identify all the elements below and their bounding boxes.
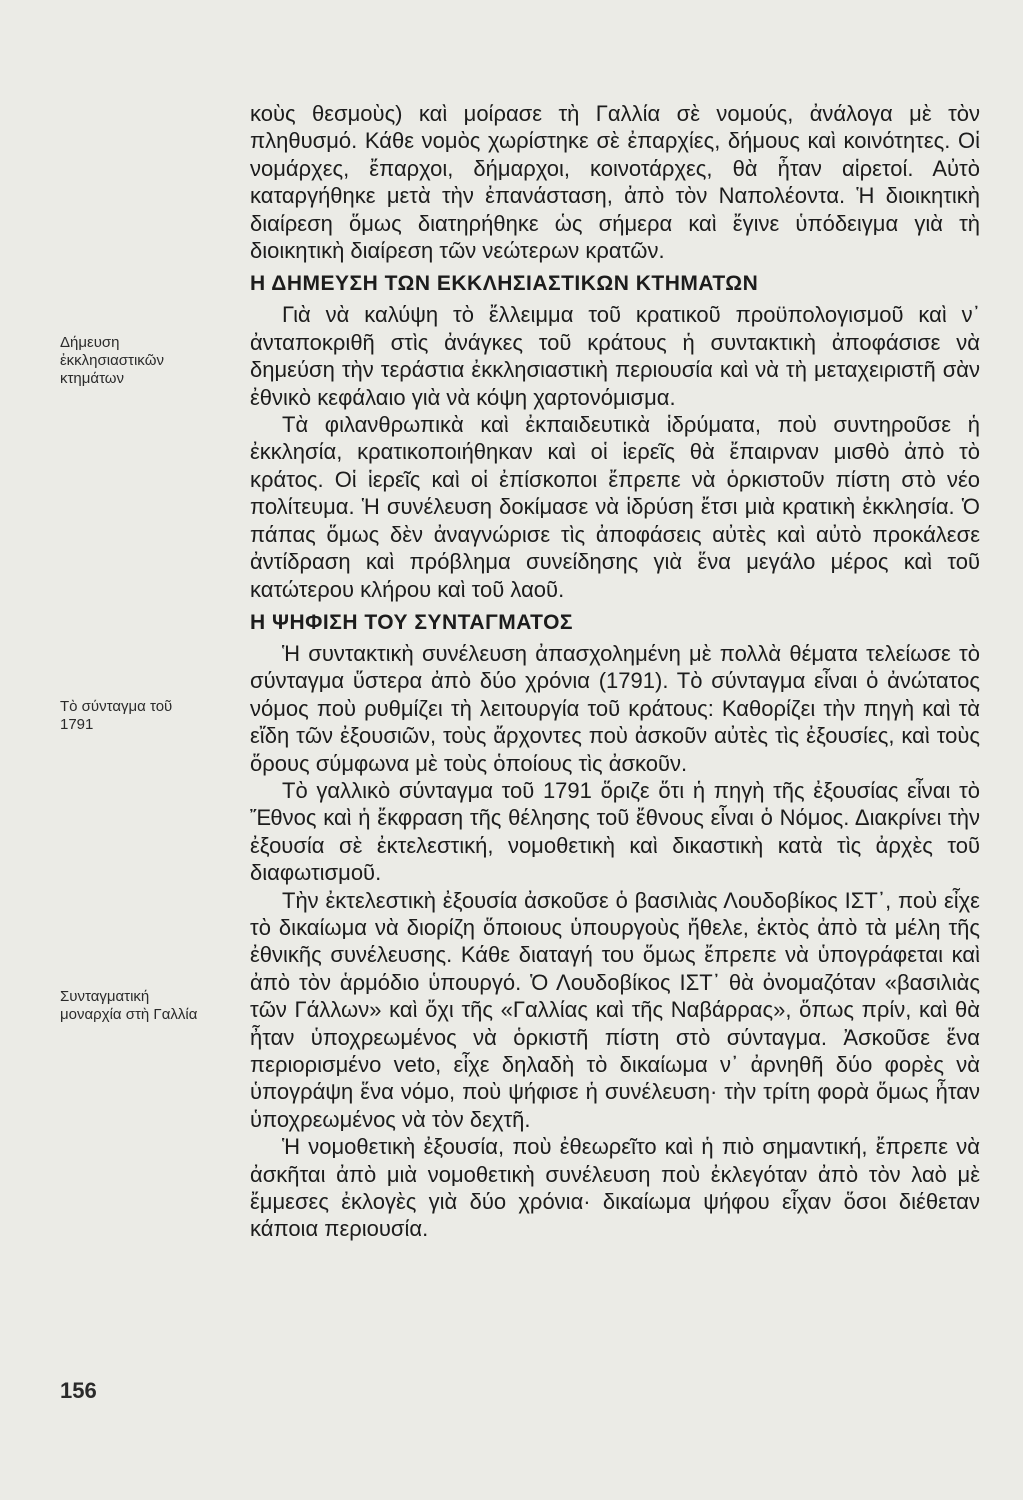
margin-note-line: Συνταγματική xyxy=(60,988,150,1005)
margin-note-line: 1791 xyxy=(60,716,94,733)
margin-note-constitution-1791 xyxy=(60,698,235,734)
margin-note-constitutional-monarchy xyxy=(60,988,235,1024)
margin-note-line: μοναρχία στὴ Γαλλία xyxy=(60,1006,198,1023)
main-text-column xyxy=(250,100,980,1243)
paragraph-confiscation: Γιὰ νὰ καλύψη τὸ ἔλλειμμα τοῦ κρατικοῦ προϋπολογισμοῦ καὶ ν᾽ ἀνταποκριθῆ στὶς ἀνάγκες τοῦ κράτους ἡ συντακτικὴ ἀποφάσισε νὰ δημεύση τὴν τεράστια ἐκκλησιαστικὴ περιουσία καὶ νὰ τὴ μεταχειριστῆ σὰν ἐθνικὸ κεφάλαιο γιὰ νὰ κόψη χαρτονόμισμα. xyxy=(250,302,980,410)
section-heading-confiscation: Η ΔΗΜΕΥΣΗ ΤΩΝ ΕΚΚΛΗΣΙΑΣΤΙΚΩΝ ΚΤΗΜΑΤΩΝ xyxy=(250,272,759,296)
paragraph-administrative-division: κοὺς θεσμοὺς) καὶ μοίρασε τὴ Γαλλία σὲ νομούς, ἀνάλογα μὲ τὸν πληθυσμό. Κάθε νομὸς χωρίστηκε σὲ ἐπαρχίες, δήμους καὶ κοινότητες. Οἱ νομάρχες, ἔπαρχοι, δήμαρχοι, κοινοτάρχες, θὰ ἦταν αἱρετοί. Αὐτὸ καταργήθηκε μετὰ τὴν ἐπανάσταση, ἀπὸ τὸν Ναπολέοντα. Ἡ διοικητικὴ διαίρεση ὅμως διατηρήθηκε ὡς σήμερα καὶ ἔγινε ὑπόδειγμα γιὰ τὴ διοικητικὴ διαίρεση τῶν νεώτερων κρατῶν. xyxy=(250,101,980,264)
section-heading-constitution-vote: Η ΨΗΦΙΣΗ ΤΟΥ ΣΥΝΤΑΓΜΑΤΟΣ xyxy=(250,610,574,634)
paragraph-executive-power: Τὴν ἐκτελεστικὴ ἐξουσία ἀσκοῦσε ὁ βασιλιὰς Λουδοβίκος ΙΣΤ᾽, ποὺ εἶχε τὸ δικαίωμα νὰ διορίζη ὅποιους ὑπουργοὺς ἤθελε, ἐκτὸς ἀπὸ τὰ μέλη τῆς ἐθνικῆς συνέλευσης. Κάθε διαταγή του ὅμως ἔπρεπε νὰ ὑπογράφεται καὶ ἀπὸ τὸν ἁρμόδιο ὑπουργό. Ὁ Λουδοβίκος ΙΣΤ᾽ θὰ ὀνομαζόταν «βασιλιὰς τῶν Γάλλων» καὶ ὄχι τῆς «Γαλλίας καὶ τῆς Ναβάρρας», ὅπως πρίν, καὶ θὰ ἦταν ὑποχρεωμένος νὰ ὁρκιστῆ πίστη στὸ σύνταγμα. Ἀσκοῦσε ἕνα περιορισμένο veto, εἶχε δηλαδὴ τὸ δικαίωμα ν᾽ ἀρνηθῆ δύο φορὲς νὰ ὑπογράψη ἕνα νόμο, ποὺ ψήφισε ἡ συνέλευση· τὴν τρίτη φορὰ ὅμως ἦταν ὑποχρεωμένος νὰ τὸν δεχτῆ. xyxy=(250,887,980,1132)
page-number: 156 xyxy=(60,1378,97,1403)
paragraph-constitution-definition: Ἡ συντακτικὴ συνέλευση ἀπασχολημένη μὲ πολλὰ θέματα τελείωσε τὸ σύνταγμα ὕστερα ἀπὸ δύο χρόνια (1791). Τὸ σύνταγμα εἶναι ὁ ἀνώτατος νόμος ποὺ ρυθμίζει τὴ λειτουργία τοῦ κράτους: Καθορίζει τὴν πηγὴ καὶ τὰ εἴδη τῶν ἐξουσιῶν, τοὺς ἄρχοντες ποὺ ἀσκοῦν αὐτὲς τὶς ἐξουσίες, καὶ τοὺς ὅρους σύμφωνα μὲ τοὺς ὁποίους τὶς ἀσκοῦν. xyxy=(250,640,980,776)
margin-note-line: κτημάτων xyxy=(60,370,125,387)
margin-note-line: Δήμευση xyxy=(60,334,120,351)
paragraph-constitution-1791: Τὸ γαλλικὸ σύνταγμα τοῦ 1791 ὅριζε ὅτι ἡ πηγὴ τῆς ἐξουσίας εἶναι τὸ Ἔθνος καὶ ἡ ἔκφραση τῆς θέλησης τοῦ ἔθνους εἶναι ὁ Νόμος. Διακρίνει τὴν ἐξουσία σὲ ἐκτελεστική, νομοθετικὴ καὶ δικαστικὴ κατὰ τὶς ἀρχὲς τοῦ διαφωτισμοῦ. xyxy=(250,777,980,886)
margin-note-line: Τὸ σύνταγμα τοῦ xyxy=(60,698,173,715)
paragraph-legislative-power: Ἡ νομοθετικὴ ἐξουσία, ποὺ ἐθεωρεῖτο καὶ ἡ πιὸ σημαντική, ἔπρεπε νὰ ἀσκῆται ἀπὸ μιὰ νομοθετικὴ συνέλευση ποὺ ἐκλεγόταν ἀπὸ τὸν λαὸ μὲ ἔμμεσες ἐκλογὲς γιὰ δύο χρόνια· δικαίωμα ψήφου εἶχαν ὅσοι διέθεταν κάποια περιουσία. xyxy=(250,1134,980,1242)
margin-note-line: ἐκκλησιαστικῶν xyxy=(60,352,165,369)
paragraph-church-institutions: Τὰ φιλανθρωπικὰ καὶ ἐκπαιδευτικὰ ἱδρύματα, ποὺ συντηροῦσε ἡ ἐκκλησία, κρατικοποιήθηκαν καὶ οἱ ἱερεῖς θὰ ἔπαιρναν μισθὸ ἀπὸ τὸ κράτος. Οἱ ἱερεῖς καὶ οἱ ἐπίσκοποι ἔπρεπε νὰ ὁρκιστοῦν πίστη στὸ νέο πολίτευμα. Ἡ συνέλευση δοκίμασε νὰ ἱδρύση ἔτσι μιὰ κρατικὴ ἐκκλησία. Ὁ πάπας ὅμως δὲν ἀναγνώρισε τὶς ἀποφάσεις αὐτὲς καὶ αὐτὸ προκάλεσε ἀντίδραση καὶ πρόβλημα συνείδησης γιὰ ἕνα μεγάλο μέρος καὶ τοῦ κατώτερου κλήρου καὶ τοῦ λαοῦ. xyxy=(250,412,980,602)
margin-note-confiscation xyxy=(60,334,235,388)
